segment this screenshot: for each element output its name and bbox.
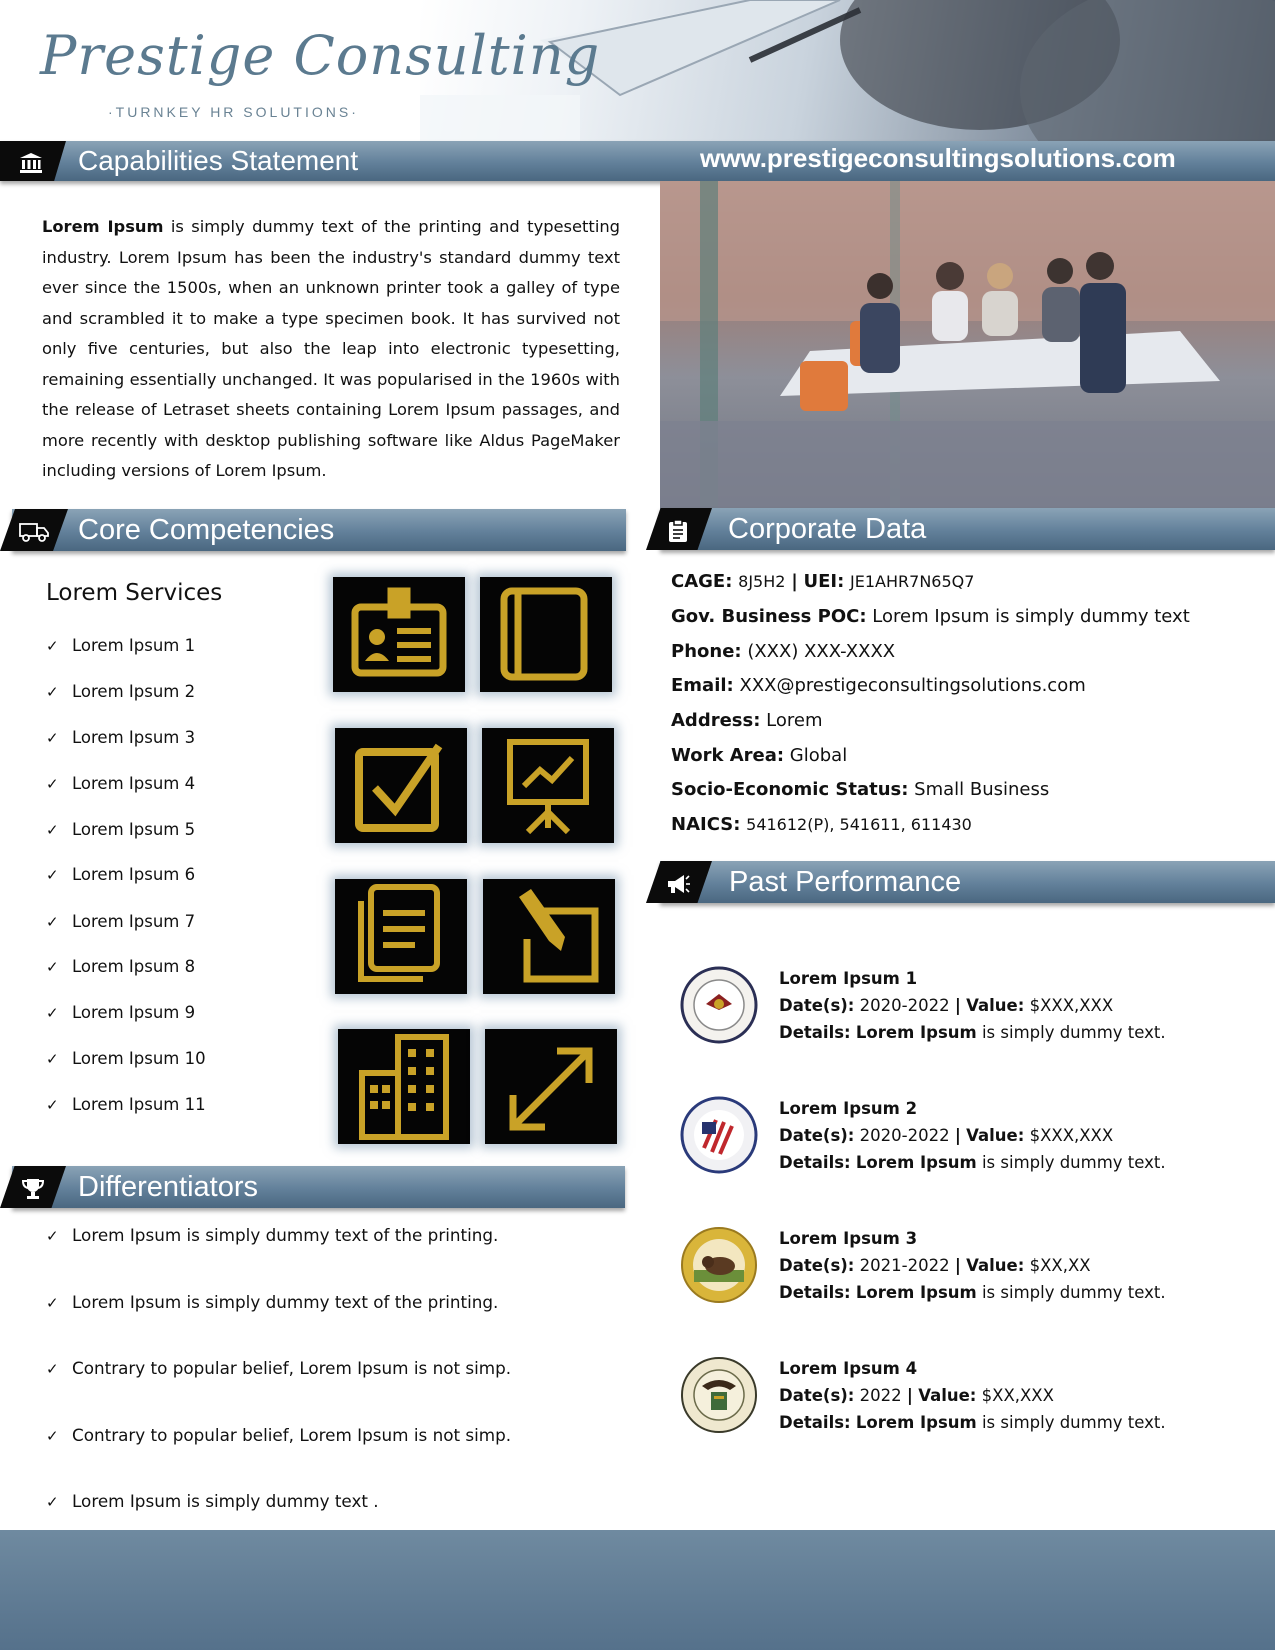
pp-value: $XX,XX xyxy=(1029,1256,1091,1275)
building-icon xyxy=(338,1029,470,1144)
expand-icon xyxy=(485,1029,617,1144)
clipboard-icon xyxy=(656,508,700,550)
past-performance-title: Past Performance xyxy=(729,866,962,898)
service-item: ✓ Lorem Ipsum 10 xyxy=(46,1049,206,1068)
service-item: ✓ Lorem Ipsum 4 xyxy=(46,774,196,793)
logo-script: Prestige Consulting xyxy=(40,24,601,87)
megaphone-icon xyxy=(656,861,700,903)
building-columns-icon xyxy=(10,141,52,181)
check-icon: ✓ xyxy=(46,1096,59,1114)
pp-dates: 2021-2022 xyxy=(859,1256,950,1275)
check-icon: ✓ xyxy=(46,1050,59,1068)
intro-text: is simply dummy text of the printing and typesetting industry. Lorem Ipsum has been the industry's standard dummy text ever since the 1500s, when an unknown printer took a galley of type and scrambled it to make a type specimen book. It has survived not only five centuries, but also the leap into electronic typesetting, remaining essentially unchanged. It was popularised in the 1960s with the release of Letraset sheets containing Lorem Ipsum passages, and more recently with desktop publishing software like Aldus PageMaker including versions of Lorem Ipsum. xyxy=(42,217,620,480)
election-commission-seal-icon xyxy=(680,1096,758,1174)
check-icon: ✓ xyxy=(46,958,59,976)
website-link[interactable]: www.prestigeconsultingsolutions.com xyxy=(700,143,1176,173)
check-icon: ✓ xyxy=(46,866,59,884)
pp-title: Lorem Ipsum 4 xyxy=(779,1359,918,1378)
address-row: Address: Lorem xyxy=(671,710,823,731)
phone-row: Phone: (XXX) XXX-XXXX xyxy=(671,641,896,662)
service-item: ✓ Lorem Ipsum 1 xyxy=(46,636,196,655)
service-item: ✓ Lorem Ipsum 11 xyxy=(46,1095,206,1114)
check-icon: ✓ xyxy=(46,1294,59,1312)
services-title: Lorem Services xyxy=(46,580,223,606)
socio-economic-row: Socio-Economic Status: Small Business xyxy=(671,779,1050,800)
pp-title: Lorem Ipsum 1 xyxy=(779,969,918,988)
pp-value: $XX,XXX xyxy=(981,1386,1054,1405)
check-icon: ✓ xyxy=(46,775,59,793)
phone-value: (XXX) XXX-XXXX xyxy=(747,641,896,662)
naics-value: 541612(P), 541611, 611430 xyxy=(746,815,972,834)
past-performance-item: Lorem Ipsum 2 Date(s): 2020-2022 | Value: $XXX,XXX Details: Lorem Ipsum is simply dummy text. xyxy=(779,1099,1166,1172)
differentiator-item: ✓ Lorem Ipsum is simply dummy text of the printing. xyxy=(46,1292,499,1312)
edit-icon xyxy=(483,879,615,994)
pp-title: Lorem Ipsum 3 xyxy=(779,1229,918,1248)
uei-value: JE1AHR7N65Q7 xyxy=(850,572,975,591)
service-item: ✓ Lorem Ipsum 2 xyxy=(46,682,196,701)
logo-tagline: ·TURNKEY HR SOLUTIONS· xyxy=(108,104,359,120)
work-area-row: Work Area: Global xyxy=(671,745,848,766)
poc-row: Gov. Business POC: Lorem Ipsum is simply dummy text xyxy=(671,606,1190,627)
presentation-chart-icon xyxy=(482,728,614,843)
dhra-seal-icon xyxy=(680,966,758,1044)
intro-lead: Lorem Ipsum xyxy=(42,217,164,236)
pp-value: $XXX,XXX xyxy=(1029,996,1114,1015)
differentiators-title: Differentiators xyxy=(78,1171,258,1203)
past-performance-item: Lorem Ipsum 4 Date(s): 2022 | Value: $XX,XXX Details: Lorem Ipsum is simply dummy text. xyxy=(779,1359,1166,1432)
book-icon xyxy=(480,577,612,692)
service-item: ✓ Lorem Ipsum 5 xyxy=(46,820,196,839)
service-item: ✓ Lorem Ipsum 3 xyxy=(46,728,196,747)
pp-dates: 2022 xyxy=(859,1386,902,1405)
differentiator-item: ✓ Lorem Ipsum is simply dummy text of the printing. xyxy=(46,1225,499,1245)
service-item: ✓ Lorem Ipsum 7 xyxy=(46,912,196,931)
work-area-value: Global xyxy=(789,745,848,766)
naics-row: NAICS: 541612(P), 541611, 611430 xyxy=(671,814,972,835)
id-badge-icon xyxy=(333,577,465,692)
truck-icon xyxy=(12,509,56,551)
differentiator-item: ✓ Contrary to popular belief, Lorem Ipsum is not simp. xyxy=(46,1425,512,1445)
check-icon: ✓ xyxy=(46,1493,59,1511)
service-item: ✓ Lorem Ipsum 6 xyxy=(46,865,196,884)
page-title: Capabilities Statement xyxy=(78,145,359,176)
corporate-data-title: Corporate Data xyxy=(728,513,927,545)
interior-department-seal-icon xyxy=(680,1226,758,1304)
intro-paragraph xyxy=(42,212,620,487)
check-icon: ✓ xyxy=(46,683,59,701)
pp-title: Lorem Ipsum 2 xyxy=(779,1099,918,1118)
poc-value: Lorem Ipsum is simply dummy text xyxy=(872,606,1190,627)
check-icon: ✓ xyxy=(46,821,59,839)
office-meeting-photo xyxy=(660,181,1275,509)
cage-uei-row: CAGE: 8J5H2 | UEI: JE1AHR7N65Q7 xyxy=(671,571,975,592)
check-icon: ✓ xyxy=(46,1360,59,1378)
cage-value: 8J5H2 xyxy=(738,572,786,591)
service-item: ✓ Lorem Ipsum 8 xyxy=(46,957,196,976)
address-value: Lorem xyxy=(766,710,823,731)
check-icon: ✓ xyxy=(46,913,59,931)
past-performance-item: Lorem Ipsum 3 Date(s): 2021-2022 | Value: $XX,XX Details: Lorem Ipsum is simply dummy text. xyxy=(779,1229,1166,1302)
core-competencies-title: Core Competencies xyxy=(78,514,335,546)
check-icon: ✓ xyxy=(46,1227,59,1245)
email-value[interactable]: XXX@prestigeconsultingsolutions.com xyxy=(739,675,1086,696)
socio-economic-value: Small Business xyxy=(914,779,1050,800)
email-row: Email: XXX@prestigeconsultingsolutions.com xyxy=(671,675,1086,696)
differentiator-item: ✓ Lorem Ipsum is simply dummy text . xyxy=(46,1491,379,1511)
gao-seal-icon xyxy=(680,1356,758,1434)
pp-dates: 2020-2022 xyxy=(859,996,950,1015)
differentiator-item: ✓ Contrary to popular belief, Lorem Ipsum is not simp. xyxy=(46,1358,512,1378)
service-item: ✓ Lorem Ipsum 9 xyxy=(46,1003,196,1022)
trophy-icon xyxy=(11,1166,55,1208)
checkbox-icon xyxy=(335,728,467,843)
footer-bar xyxy=(0,1530,1275,1650)
documents-icon xyxy=(335,879,467,994)
check-icon: ✓ xyxy=(46,729,59,747)
check-icon: ✓ xyxy=(46,1004,59,1022)
pp-value: $XXX,XXX xyxy=(1029,1126,1114,1145)
check-icon: ✓ xyxy=(46,1427,59,1445)
past-performance-item: Lorem Ipsum 1 Date(s): 2020-2022 | Value: $XXX,XXX Details: Lorem Ipsum is simply dummy text. xyxy=(779,969,1166,1042)
pp-dates: 2020-2022 xyxy=(859,1126,950,1145)
check-icon: ✓ xyxy=(46,637,59,655)
